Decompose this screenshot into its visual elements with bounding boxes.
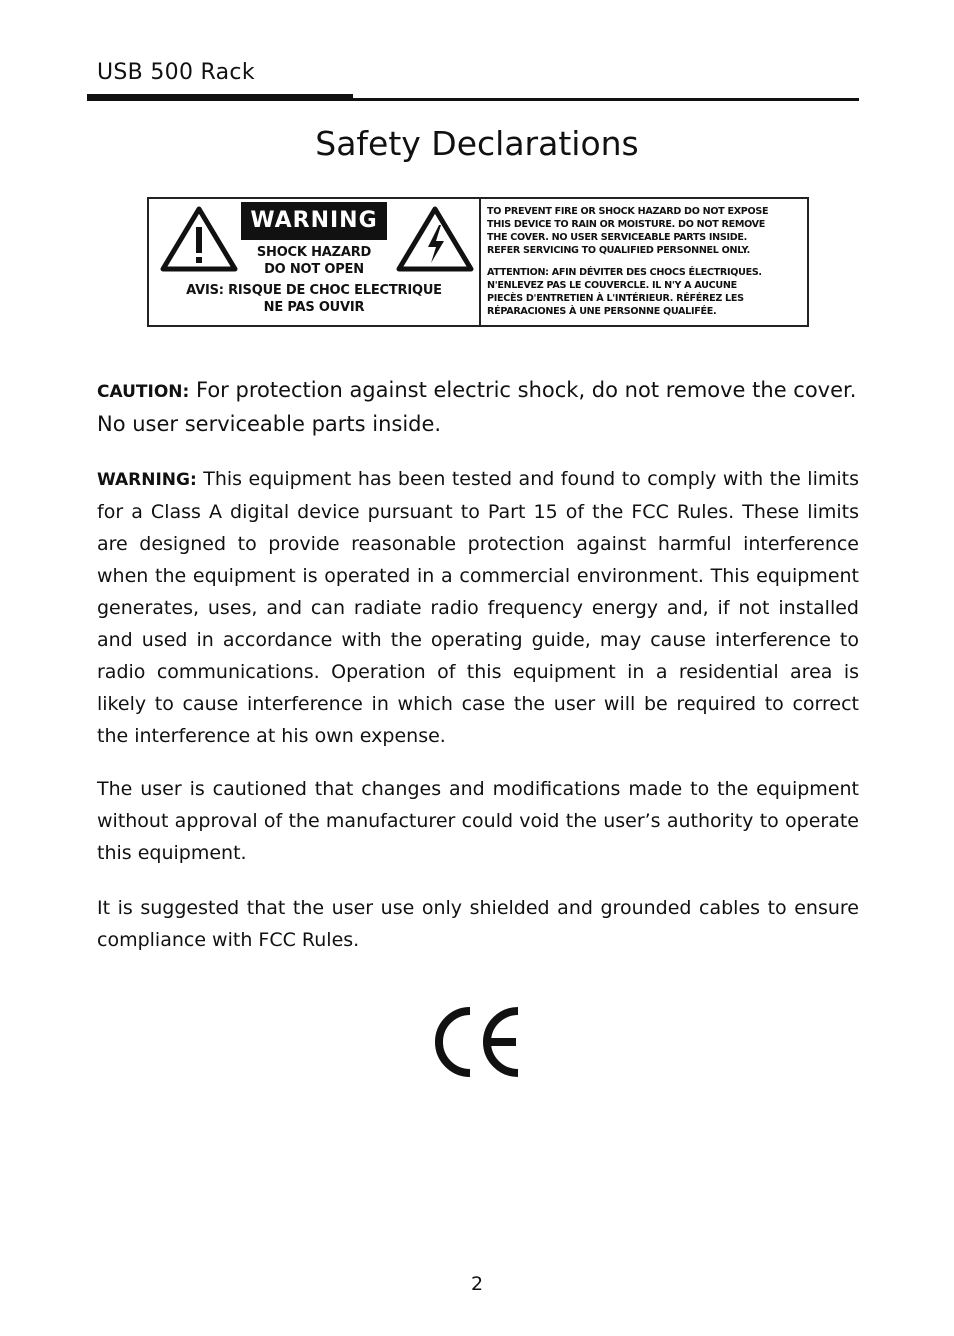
avis-text-line2: NE PAS OUVIR <box>263 300 365 315</box>
label-fr-line: N'ENLEVEZ PAS LE COUVERCLE. IL N'Y A AUCUNE <box>487 280 737 291</box>
changes-paragraph: The user is cautioned that changes and modifications made to the equipment without approval of the manufacturer could void the user’s authority to operate this equipment. <box>97 778 859 864</box>
document-header: USB 500 Rack <box>97 60 255 85</box>
label-en-line: TO PREVENT FIRE OR SHOCK HAZARD DO NOT EXPOSE <box>487 206 769 217</box>
warning-badge: WARNING <box>241 202 387 240</box>
warning-text: This equipment has been tested and found to comply with the limits for a Class A digital device pursuant to Part 15 of the FCC Rules. These limits are designed to provide reasonable protection against harmful interference when the equipment is operated in a commercial environment. This equipment generates, uses, and can radiate radio frequency energy and, if not installed and used in accordance with the operating guide, may cause interference to radio communications. Operation of this equipment in a residential area is likely to cause interference in which case the user will be required to correct the interference at his own expense. <box>97 468 859 747</box>
warning-label-left <box>149 199 481 325</box>
label-en-line: REFER SERVICING TO QUALIFIED PERSONNEL ONLY. <box>487 245 750 256</box>
page-title: Safety Declarations <box>315 124 639 163</box>
label-fr-line: PIECÈS D'ENTRETIEN À L'INTÉRIEUR. RÉFÉREZ LES <box>487 293 744 304</box>
warning-label-right <box>481 199 807 325</box>
shock-hazard-text: SHOCK HAZARD <box>256 245 372 260</box>
avis-text-line1: AVIS: RISQUE DE CHOC ELECTRIQUE <box>186 283 442 298</box>
warning-paragraph <box>97 463 859 752</box>
caution-paragraph <box>97 374 859 440</box>
lightning-triangle-icon <box>395 205 475 273</box>
exclamation-triangle-icon <box>159 205 239 273</box>
page-number: 2 <box>470 1273 484 1295</box>
warning-label-text: WARNING: <box>97 470 197 490</box>
caution-text: For protection against electric shock, do not remove the cover. No user serviceable parts inside. <box>97 378 857 436</box>
ce-mark-icon <box>432 1005 524 1079</box>
label-fr-line: ATTENTION: AFIN DÉVITER DES CHOCS ÉLECTRIQUES. <box>487 267 762 278</box>
cables-paragraph: It is suggested that the user use only shielded and grounded cables to ensure compliance with FCC Rules. <box>97 897 859 951</box>
caution-label: CAUTION: <box>97 382 190 402</box>
header-rule <box>87 98 859 101</box>
label-en-line: THE COVER. NO USER SERVICEABLE PARTS INSIDE. <box>487 232 747 243</box>
warning-label <box>147 197 809 327</box>
do-not-open-text: DO NOT OPEN <box>264 262 364 277</box>
label-en-line: THIS DEVICE TO RAIN OR MOISTURE. DO NOT REMOVE <box>487 219 766 230</box>
label-fr-line: RÉPARACIONES À UNE PERSONNE QUALIFÉE. <box>487 306 717 317</box>
